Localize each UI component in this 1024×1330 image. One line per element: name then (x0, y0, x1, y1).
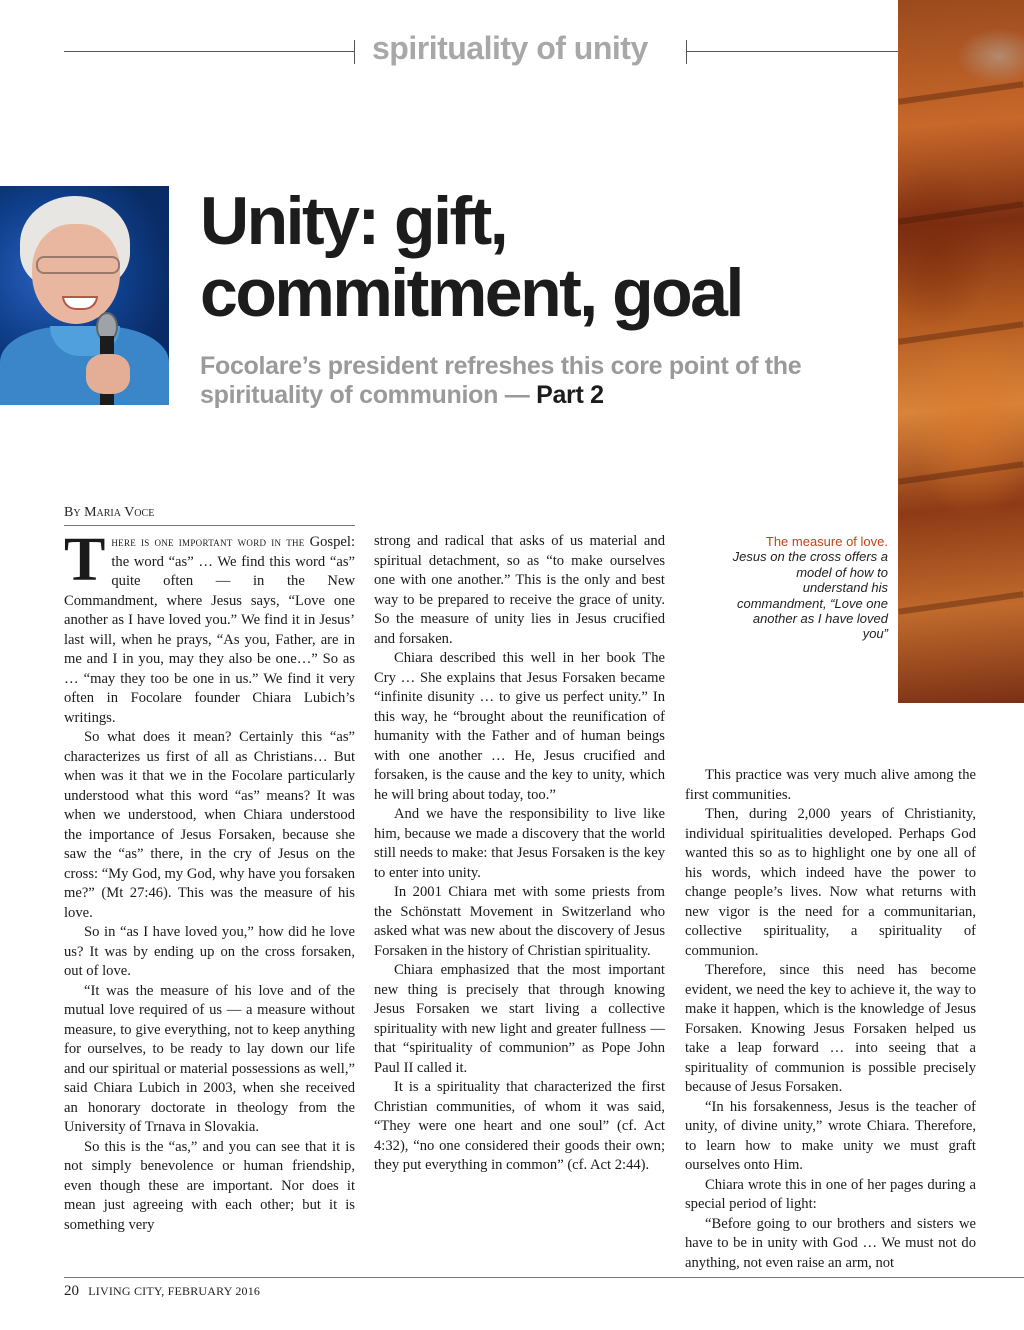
paragraph: Then, during 2,000 years of Christianity, individual spiritualities developed. Perhaps God wanted this so as to highlight one by one all of his words, which indeed have the power to change people’s lives. Now what returns with new vigor is the need for a communitarian, collective spirituality, a spirituality of communion. (685, 806, 976, 959)
article-column-2 (374, 532, 665, 1176)
paragraph: “It was the measure of his love and of the mutual love required of us — a measure without measure, to give everything, not to keep anything for ourselves, to be ready to lay down our life and our spiritual or material possessions as well,” said Chiara Lubich in 2003, when she received an honorary doctorate in theology from the University of Trnava in Slovakia. (64, 982, 355, 1135)
paragraph (64, 526, 355, 728)
magazine-issue: LIVING CITY, FEBRUARY 2016 (88, 1284, 261, 1298)
paragraph: In 2001 Chiara met with some priests from the Schönstatt Movement in Switzerland who asked what was new about the discovery of Jesus Forsaken in the history of Christian spirituality. (374, 884, 665, 959)
article-column-3 (685, 766, 976, 1273)
section-title: spirituality of unity (372, 30, 648, 66)
header-rule-right (686, 51, 898, 52)
drop-cap: T (64, 526, 106, 594)
article-headline (200, 185, 880, 329)
headline-line-2: commitment, goal (200, 255, 742, 331)
paragraph: Chiara wrote this in one of her pages during a special period of light: (685, 1176, 976, 1212)
paragraph: strong and radical that asks of us material and spiritual detachment, so as “to make ourselves one with one another.” This is the only and best way to be prepared to receive the grace of unity. So the measure of unity lies in Jesus crucified and forsaken. (374, 533, 665, 647)
paragraph: And we have the responsibility to live like him, because we made a discovery that the world still needs to make: that Jesus Forsaken is the key to enter into unity. (374, 806, 665, 881)
paragraph: Chiara described this well in her book The Cry … She explains that Jesus Forsaken became “infinite disunity … to give us perfect unity.” In this way, he “brought about the reunification of humanity with the Father and of human beings with one another … He, Jesus crucified and forsaken, is the cause and the key to unity, which he will bring about today, too.” (374, 650, 665, 803)
caption-title: The measure of love. (765, 534, 888, 549)
paragraph: Therefore, since this need has become evident, we need the key to achieve it, the way to make it happen, which is the knowledge of Jesus Forsaken. Knowing Jesus Forsaken helped us take a leap forward … into seeing that a spirituality of communion is possible precisely because of Jesus Forsaken. (685, 962, 976, 1095)
header-rule-tick-left (354, 40, 355, 64)
page-number: 20 (64, 1283, 79, 1299)
subhead-part: Part 2 (536, 381, 604, 409)
article-subhead (200, 352, 880, 410)
subhead-text: Focolare’s president refreshes this core point of the spirituality of communion — (200, 352, 802, 409)
headline-line-1: Unity: gift, (200, 183, 507, 259)
byline-prefix: By (64, 505, 81, 520)
header-rule-left (64, 51, 354, 52)
byline (64, 505, 355, 526)
byline-author: Maria Voce (84, 505, 155, 520)
paragraph: So what does it mean? Certainly this “as” characterizes us first of all as Christians… But when was it that we in the Focolare particularly understood what this word “as” means? It was when we understood, when Chiara understood the importance of Jesus Forsaken, because she saw the “as” there, in the cry of Jesus on the cross: “My God, my God, why have you forsaken me?” (Mt 27:46). This was the measure of his love. (64, 729, 356, 921)
paragraph: So this is the “as,” and you can see that it is not simply benevolence or human friendship, even though these are important. Nor does it mean just agreeing with each other; but it is something very (64, 1138, 355, 1233)
caption-text: Jesus on the cross offers a model of how to understand his commandment, “Love one another as I have loved you” (732, 549, 888, 642)
paragraph: Chiara emphasized that the most important new thing is precisely that through knowing Jesus Forsaken we start living a collective spirituality with new light and greater fullness — that “spirituality of communion” as Pope John Paul II called it. (374, 962, 665, 1076)
lead-in: here is one important word in the (111, 534, 305, 549)
page-footer (64, 1283, 260, 1300)
paragraph: “In his forsakenness, Jesus is the teacher of unity, of divine unity,” wrote Chiara. Therefore, to learn how to make unity we must graft ourselves onto Him. (685, 1098, 976, 1173)
article-column-1 (64, 526, 356, 1235)
paragraph: So in “as I have loved you,” how did he love us? It was by ending up on the cross forsaken, out of love. (64, 924, 355, 979)
photo-caption (730, 534, 888, 642)
paragraph: This practice was very much alive among the first communities. (685, 767, 976, 803)
crucifix-wood-photo (898, 0, 1024, 703)
header-rule-tick-right (686, 40, 687, 64)
paragraph: It is a spirituality that characterized the first Christian communities, of whom it was said, “They were one heart and one soul” (cf. Act 4:32), “no one considered their goods their own; they put everything in common” (cf. Act 2:44). (374, 1079, 665, 1173)
footer-rule (64, 1277, 1024, 1278)
paragraph: “Before going to our brothers and sisters we have to be in unity with God … We must not do anything, not even raise an arm, not (685, 1215, 976, 1271)
maria-voce-photo (0, 186, 169, 405)
paragraph-text: Gospel: the word “as” … We find this word “as” quite often — in the New Commandment, where Jesus says, “Love one another as I have loved you.” We find it in Jesus’ last will, when he prays, “As you, Father, are in me and I in you, may they also be one…” So as … “may they too be one in us.” We find it very often in Focolare founder Chiara Lubich’s writings. (64, 534, 355, 726)
